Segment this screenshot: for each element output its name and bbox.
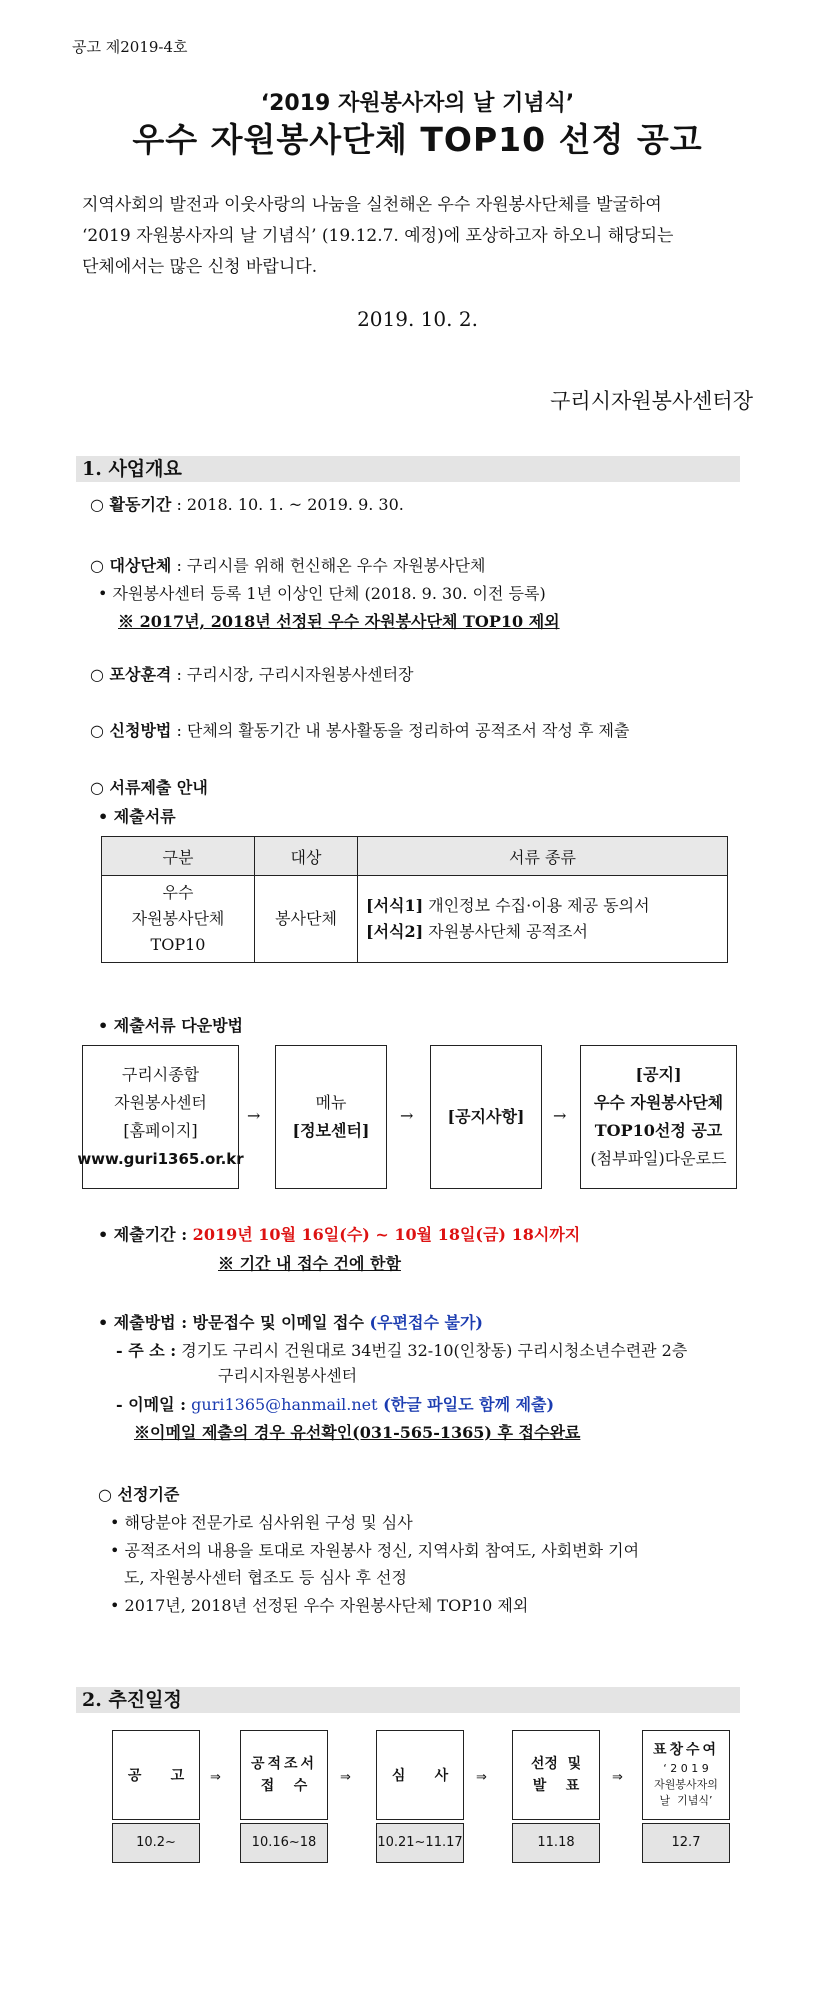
schedule-step-selection xyxy=(512,1730,600,1820)
target-groups xyxy=(90,553,485,576)
intro-line: 단체에서는 많은 신청 바랍니다. xyxy=(82,257,318,277)
criteria-item: • 공적조서의 내용을 토대로 자원봉사 정신, 지역사회 참여도, 사회변화 기여 xyxy=(110,1541,640,1560)
schedule-step-notice xyxy=(112,1730,200,1820)
notice-number: 공고 제2019-4호 xyxy=(72,38,188,56)
docs-required-bullet: • 제출서류 xyxy=(98,807,176,826)
document-title: 우수 자원봉사단체 TOP10 선정 공고 xyxy=(132,120,703,159)
table-cell-target: 봉사단체 xyxy=(255,876,358,963)
step-text: 우수 자원봉사단체 xyxy=(593,1093,724,1112)
email-confirmation-note: ※이메일 제출의 경우 유선확인(031-565-1365) 후 접수완료 xyxy=(134,1423,581,1442)
schedule-step-label: 선정 및 xyxy=(530,1756,582,1772)
submission-method xyxy=(98,1310,483,1333)
double-arrow-icon: ⇒ xyxy=(210,1770,221,1785)
double-arrow-icon: ⇒ xyxy=(476,1770,487,1785)
selection-criteria-heading: ○ 선정기준 xyxy=(98,1485,180,1504)
table-row xyxy=(102,876,728,963)
email xyxy=(116,1392,554,1415)
schedule-step-label: 심 사 xyxy=(391,1768,449,1784)
download-step-attachment xyxy=(580,1045,737,1189)
step-text: TOP10선정 공고 xyxy=(594,1121,723,1140)
activity-period-value: : 2018. 10. 1. ~ 2019. 9. 30. xyxy=(171,495,404,514)
email-address[interactable]: guri1365@hanmail.net xyxy=(186,1395,378,1414)
table-header-row xyxy=(102,837,728,876)
section-heading-schedule: 2. 추진일정 xyxy=(76,1687,740,1713)
submission-period-label: • 제출기간 : xyxy=(98,1225,188,1244)
target-exclusion-note: ※ 2017년, 2018년 선정된 우수 자원봉사단체 TOP10 제외 xyxy=(118,612,560,631)
schedule-step-label: ‘ 2 0 1 9 xyxy=(663,1761,709,1775)
form-tag: [서식1] xyxy=(366,896,424,915)
document-subtitle: ‘2019 자원봉사자의 날 기념식’ xyxy=(260,91,575,116)
arrow-right-icon: → xyxy=(553,1106,567,1125)
submission-method-note: (우편접수 불가) xyxy=(363,1313,483,1332)
docs-guide-heading: ○ 서류제출 안내 xyxy=(90,778,208,797)
award-level xyxy=(90,662,413,685)
table-cell-category xyxy=(102,876,255,963)
download-method-bullet: • 제출서류 다운방법 xyxy=(98,1016,244,1035)
intro-line: 지역사회의 발전과 이웃사랑의 나눔을 실천해온 우수 자원봉사단체를 발굴하여 xyxy=(82,195,662,215)
criteria-item: • 해당분야 전문가로 심사위원 구성 및 심사 xyxy=(110,1513,413,1532)
schedule-step-label: 공 고 xyxy=(127,1768,185,1784)
apply-method xyxy=(90,718,629,741)
category-line: 우수 xyxy=(162,883,194,902)
schedule-step-label: 자원봉사자의 xyxy=(654,1777,718,1791)
step-text: [공지] xyxy=(635,1065,682,1084)
step-text: [공지사항] xyxy=(447,1107,525,1126)
form-item xyxy=(366,893,727,919)
address-value: 경기도 구리시 건원대로 34번길 32-10(인창동) 구리시청소년수련관 2층 xyxy=(176,1341,688,1360)
address-label: - 주 소 : xyxy=(116,1341,177,1360)
intro-paragraph xyxy=(82,190,754,283)
target-bullet: • 자원봉사센터 등록 1년 이상인 단체 (2018. 9. 30. 이전 등록) xyxy=(98,584,546,603)
schedule-step-label: 발 표 xyxy=(532,1778,580,1794)
required-docs-table xyxy=(101,836,728,963)
email-label: - 이메일 : xyxy=(116,1395,187,1414)
table-cell-doc-types xyxy=(358,876,728,963)
criteria-item-continued: 도, 자원봉사센터 협조도 등 심사 후 선정 xyxy=(124,1568,407,1587)
step-text: 메뉴 xyxy=(315,1093,347,1112)
table-header: 구분 xyxy=(102,837,255,876)
step-text: [정보센터] xyxy=(292,1121,370,1140)
download-step-homepage xyxy=(77,1045,244,1189)
table-header: 서류 종류 xyxy=(358,837,728,876)
award-level-label: ○ 포상훈격 xyxy=(90,665,172,684)
double-arrow-icon: ⇒ xyxy=(340,1770,351,1785)
step-text: (첨부파일)다운로드 xyxy=(590,1149,727,1168)
schedule-date: 11.18 xyxy=(512,1823,600,1863)
download-step-menu xyxy=(275,1045,387,1189)
step-text: 자원봉사센터 xyxy=(114,1093,207,1112)
submission-period-value: 2019년 10월 16일(수) ~ 10월 18일(금) 18시까지 xyxy=(187,1225,581,1244)
apply-method-label: ○ 신청방법 xyxy=(90,721,172,740)
apply-method-value: : 단체의 활동기간 내 봉사활동을 정리하여 공적조서 작성 후 제출 xyxy=(171,721,630,740)
issuer: 구리시자원봉사센터장 xyxy=(550,389,753,413)
activity-period-label: ○ 활동기간 xyxy=(90,495,172,514)
schedule-date: 10.2~ xyxy=(112,1823,200,1863)
submission-method-label: • 제출방법 : xyxy=(98,1313,188,1332)
address xyxy=(116,1338,687,1361)
intro-line: ‘2019 자원봉사자의 날 기념식’ (19.12.7. 예정)에 포상하고자 하오니 해당되는 xyxy=(82,226,674,246)
schedule-step-award xyxy=(642,1730,730,1820)
category-line: TOP10 xyxy=(150,935,206,954)
schedule-step-review xyxy=(376,1730,464,1820)
homepage-url: www.guri1365.or.kr xyxy=(77,1150,244,1168)
category-line: 자원봉사단체 xyxy=(131,909,225,928)
schedule-date: 10.16~18 xyxy=(240,1823,328,1863)
schedule-date: 12.7 xyxy=(642,1823,730,1863)
criteria-item: • 2017년, 2018년 선정된 우수 자원봉사단체 TOP10 제외 xyxy=(110,1596,529,1615)
activity-period xyxy=(90,492,404,515)
notice-date: 2019. 10. 2. xyxy=(357,307,478,331)
form-name: 자원봉사단체 공적조서 xyxy=(423,922,588,941)
form-name: 개인정보 수집·이용 제공 동의서 xyxy=(423,896,650,915)
form-tag: [서식2] xyxy=(366,922,424,941)
step-text: [홈페이지] xyxy=(123,1121,198,1140)
submission-period-note: ※ 기간 내 접수 건에 한함 xyxy=(218,1254,401,1273)
schedule-step-submission xyxy=(240,1730,328,1820)
section-heading-overview: 1. 사업개요 xyxy=(76,456,740,482)
address-line-2: 구리시자원봉사센터 xyxy=(218,1366,358,1385)
schedule-step-label: 접 수 xyxy=(260,1778,308,1794)
submission-method-value: 방문접수 및 이메일 접수 xyxy=(187,1313,364,1332)
target-groups-label: ○ 대상단체 xyxy=(90,556,172,575)
arrow-right-icon: → xyxy=(247,1106,261,1125)
step-text: 구리시종합 xyxy=(121,1065,200,1084)
award-level-value: : 구리시장, 구리시자원봉사센터장 xyxy=(171,665,414,684)
schedule-step-label: 날 기념식’ xyxy=(659,1793,713,1807)
schedule-date: 10.21~11.17 xyxy=(376,1823,464,1863)
target-groups-value: : 구리시를 위해 헌신해온 우수 자원봉사단체 xyxy=(171,556,486,575)
submission-period xyxy=(98,1222,580,1245)
schedule-step-label: 공적조서 xyxy=(250,1756,318,1772)
arrow-right-icon: → xyxy=(400,1106,414,1125)
form-item xyxy=(366,919,727,945)
table-header: 대상 xyxy=(255,837,358,876)
download-step-notice xyxy=(430,1045,542,1189)
email-note: (한글 파일도 함께 제출) xyxy=(377,1395,555,1414)
double-arrow-icon: ⇒ xyxy=(612,1770,623,1785)
schedule-step-label: 표창수여 xyxy=(652,1741,720,1758)
